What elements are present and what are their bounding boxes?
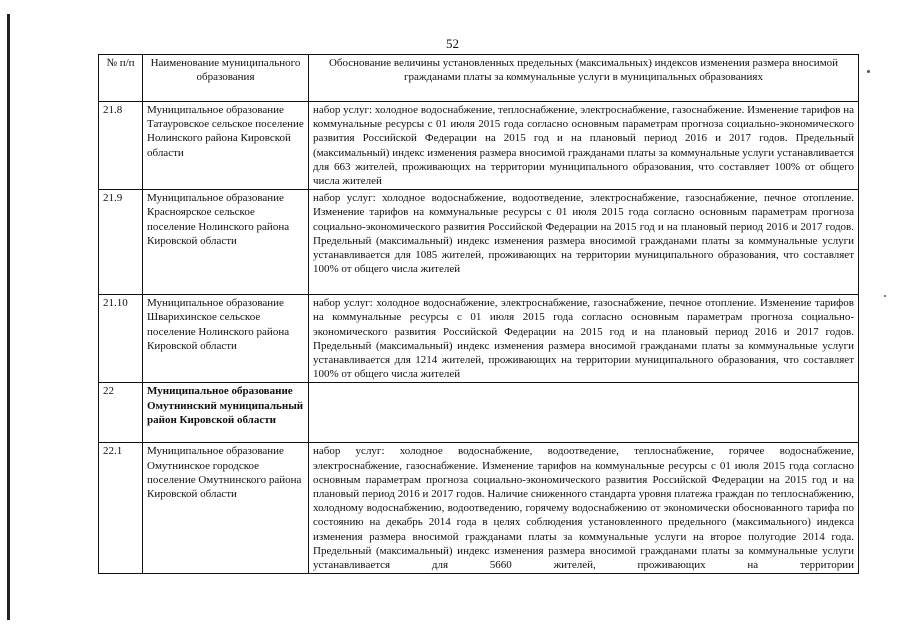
table-row bbox=[99, 443, 859, 574]
row-num: 22.1 bbox=[99, 443, 143, 574]
row-num: 21.8 bbox=[99, 102, 143, 190]
header-justification: Обоснование величины установленных предельных (максимальных) индексов изменения размера вносимой гражданами платы за коммунальные услуги в муниципальных образованиях bbox=[309, 55, 859, 102]
scan-speck bbox=[884, 295, 886, 297]
tariff-index-table bbox=[98, 54, 859, 574]
row-municipality: Муниципальное образование Красноярское сельское поселение Нолинского района Кировской области bbox=[143, 190, 309, 295]
scan-margin-line bbox=[7, 14, 10, 620]
table-row bbox=[99, 295, 859, 383]
table-header-row bbox=[99, 55, 859, 102]
row-justification: набор услуг: холодное водоснабжение, электроснабжение, газоснабжение, печное отопление. Изменение тарифов на коммунальные ресурсы с 01 июля 2015 года согласно основным параметрам прогноза социально-экономического развития Российской Федерации на 2015 год и на плановый период 2016 и 2017 годов. Предельный (максимальный) индекс изменения размера вносимой гражданами платы за коммунальные услуги устанавливается для 1214 жителей, проживающих на территории муниципального образования, что составляет 100% от общего числа жителей bbox=[309, 295, 859, 383]
row-municipality: Муниципальное образование Шварихинское сельское поселение Нолинского района Кировской области bbox=[143, 295, 309, 383]
table-row bbox=[99, 190, 859, 295]
row-municipality: Муниципальное образование Татауровское сельское поселение Нолинского района Кировской области bbox=[143, 102, 309, 190]
table-row bbox=[99, 383, 859, 443]
row-municipality: Муниципальное образование Омутнинское городское поселение Омутнинского района Кировской области bbox=[143, 443, 309, 574]
row-justification: набор услуг: холодное водоснабжение, водоотведение, теплоснабжение, горячее водоснабжение, электроснабжение, газоснабжение. Изменение тарифов на коммунальные ресурсы с 01 июля 2015 года согласно основным параметрам прогноза социально-экономического развития Российской Федерации на 2015 год и на плановый период 2016 и 2017 годов. Наличие сниженного стандарта уровня платежа граждан по теплоснабжению, холодному водоснабжению, водоотведению, горячему водоснабжению от экономически обоснованного тарифа по состоянию на декабрь 2014 года в целях соблюдения установленного предельного (максимального) индекса изменения размера вносимой гражданами платы за коммунальные услуги на второе полугодие 2014 года. Предельный (максимальный) индекс изменения размера вносимой гражданами платы за коммунальные услуги устанавливается для 5660 жителей, проживающих на территории bbox=[309, 443, 859, 574]
header-municipality: Наименование муниципального образования bbox=[143, 55, 309, 102]
page-number: 52 bbox=[446, 36, 459, 51]
row-justification bbox=[309, 383, 859, 443]
row-justification: набор услуг: холодное водоснабжение, теплоснабжение, электроснабжение, газоснабжение. Изменение тарифов на коммунальные ресурсы с 01 июля 2015 года согласно основным параметрам прогноза социально-экономического развития Российской Федерации на 2015 год и на плановый период 2016 и 2017 годов. Предельный (максимальный) индекс изменения размера вносимой гражданами платы за коммунальные услуги устанавливается для 663 жителей, проживающих на территории муниципального образования, что составляет 100% от общего числа жителей bbox=[309, 102, 859, 190]
row-num: 22 bbox=[99, 383, 143, 443]
header-num: № п/п bbox=[99, 55, 143, 102]
row-num: 21.9 bbox=[99, 190, 143, 295]
row-justification: набор услуг: холодное водоснабжение, водоотведение, электроснабжение, газоснабжение, печное отопление. Изменение тарифов на коммунальные ресурсы с 01 июля 2015 года согласно основным параметрам прогноза социально-экономического развития Российской Федерации на 2015 год и на плановый период 2016 и 2017 годов. Предельный (максимальный) индекс изменения размера вносимой гражданами платы за коммунальные услуги устанавливается для 1085 жителей, проживающих на территории муниципального образования, что составляет 100% от общего числа жителей bbox=[309, 190, 859, 295]
table-row bbox=[99, 102, 859, 190]
scan-speck bbox=[867, 70, 870, 73]
row-num: 21.10 bbox=[99, 295, 143, 383]
row-municipality: Муниципальное образование Омутнинский муниципальный район Кировской области bbox=[143, 383, 309, 443]
